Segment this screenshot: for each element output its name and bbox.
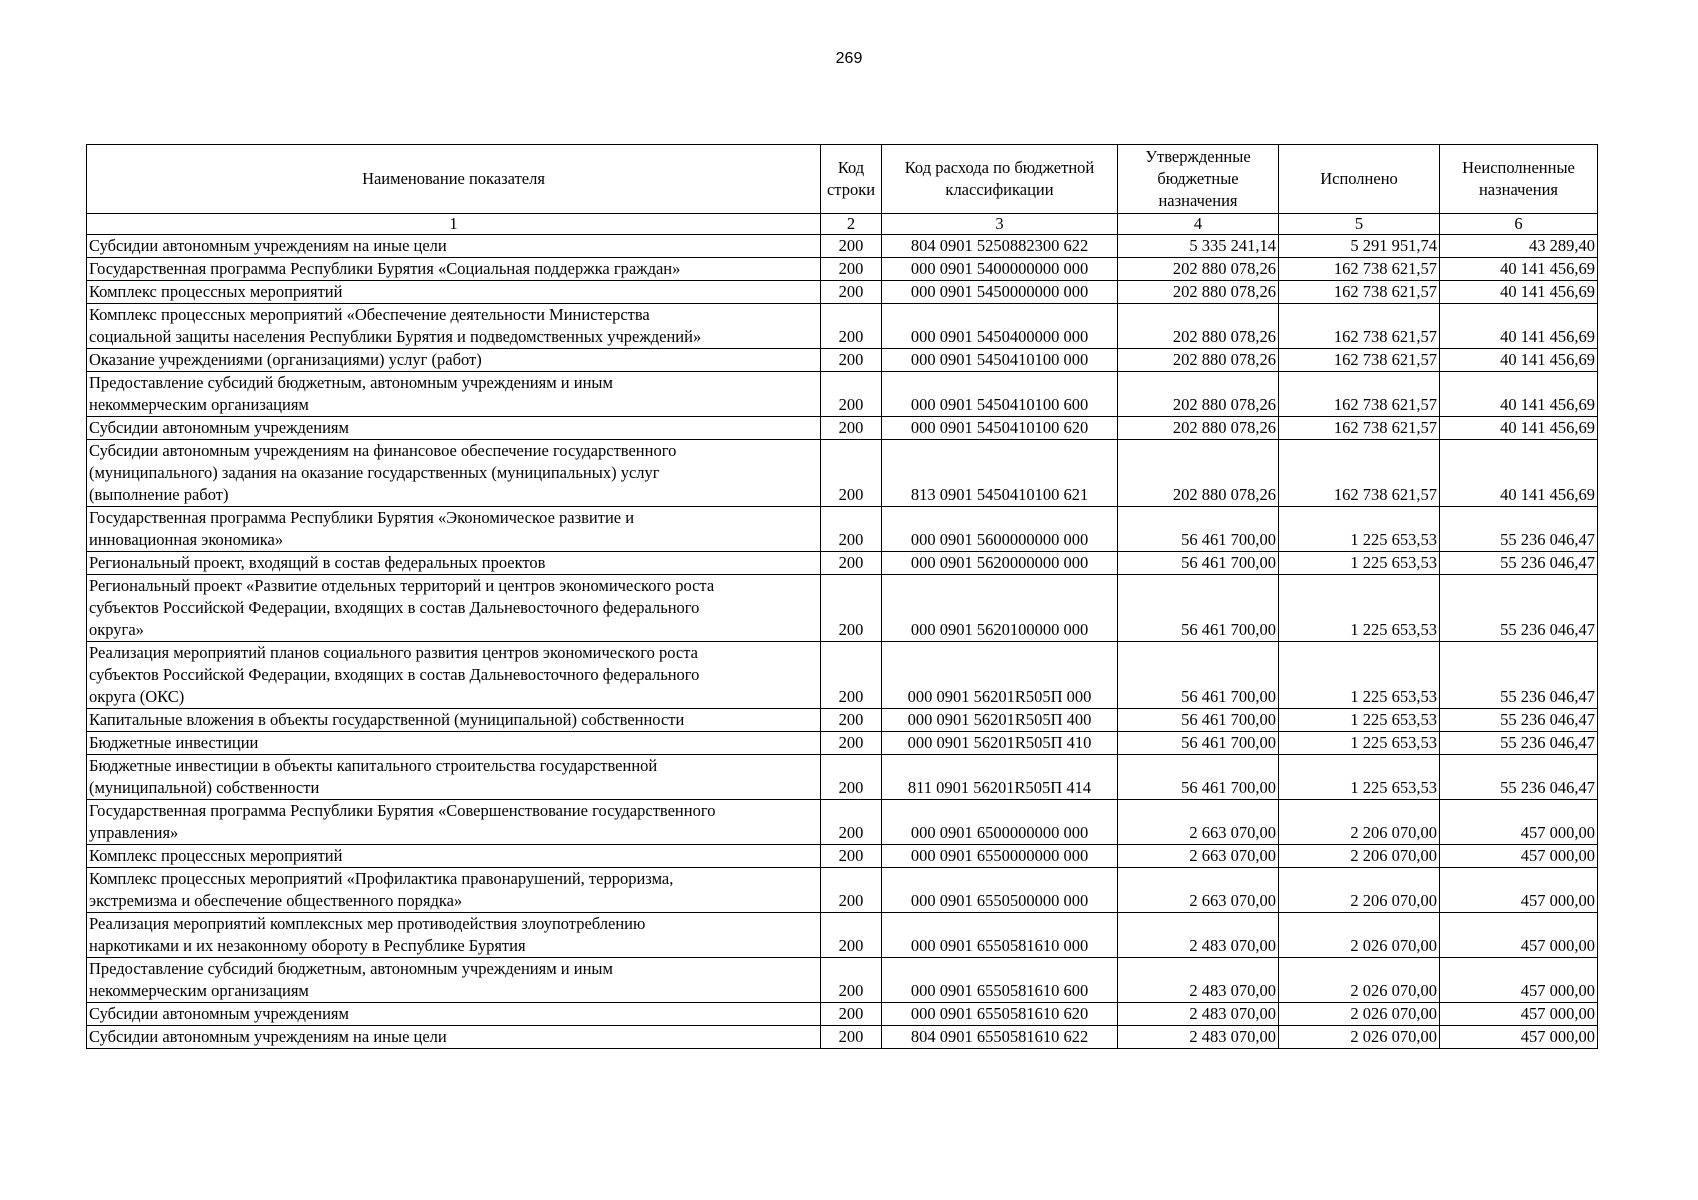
approved-amount-cell: 2 483 070,00 — [1118, 958, 1279, 1003]
indicator-name-line: Государственная программа Республики Бурятия «Экономическое развитие и — [89, 508, 635, 527]
line-code-cell: 200 — [821, 575, 882, 642]
line-code-cell: 200 — [821, 1003, 882, 1026]
indicator-name-cell — [87, 642, 821, 709]
header-line-code: Код строки — [821, 145, 882, 214]
table-row — [87, 235, 1598, 258]
indicator-name-line: Капитальные вложения в объекты государственной (муниципальной) собственности — [89, 710, 685, 729]
unexecuted-amount-cell: 40 141 456,69 — [1440, 258, 1598, 281]
indicator-name-cell — [87, 958, 821, 1003]
line-code-cell: 200 — [821, 709, 882, 732]
budget-code-cell: 000 0901 5450410100 000 — [882, 349, 1118, 372]
table-body — [87, 235, 1598, 1049]
indicator-name-line: Бюджетные инвестиции в объекты капитального строительства государственной — [89, 756, 658, 775]
table-row — [87, 258, 1598, 281]
indicator-name-line: Региональный проект, входящий в состав федеральных проектов — [89, 553, 546, 572]
indicator-name-cell — [87, 1003, 821, 1026]
table-row — [87, 1003, 1598, 1026]
indicator-name-cell — [87, 913, 821, 958]
budget-code-cell: 000 0901 56201R505П 410 — [882, 732, 1118, 755]
approved-amount-cell: 202 880 078,26 — [1118, 281, 1279, 304]
line-code-cell: 200 — [821, 868, 882, 913]
executed-amount-cell: 162 738 621,57 — [1279, 417, 1440, 440]
budget-code-cell: 000 0901 6550581610 620 — [882, 1003, 1118, 1026]
line-code-cell: 200 — [821, 755, 882, 800]
approved-amount-cell: 56 461 700,00 — [1118, 755, 1279, 800]
table-row — [87, 868, 1598, 913]
unexecuted-amount-cell: 40 141 456,69 — [1440, 281, 1598, 304]
approved-amount-cell: 202 880 078,26 — [1118, 440, 1279, 507]
unexecuted-amount-cell: 457 000,00 — [1440, 845, 1598, 868]
unexecuted-amount-cell: 457 000,00 — [1440, 913, 1598, 958]
line-code-cell: 200 — [821, 1026, 882, 1049]
indicator-name-line: Бюджетные инвестиции — [89, 733, 259, 752]
indicator-name-cell — [87, 258, 821, 281]
approved-amount-cell: 202 880 078,26 — [1118, 304, 1279, 349]
table-row — [87, 349, 1598, 372]
indicator-name-cell — [87, 755, 821, 800]
approved-amount-cell: 202 880 078,26 — [1118, 258, 1279, 281]
indicator-name-line: Комплекс процессных мероприятий — [89, 282, 343, 301]
executed-amount-cell: 2 026 070,00 — [1279, 1003, 1440, 1026]
budget-code-cell: 804 0901 5250882300 622 — [882, 235, 1118, 258]
table-row — [87, 845, 1598, 868]
indicator-name-cell — [87, 575, 821, 642]
table-row — [87, 1026, 1598, 1049]
executed-amount-cell: 1 225 653,53 — [1279, 552, 1440, 575]
table-row — [87, 958, 1598, 1003]
budget-code-cell: 000 0901 5400000000 000 — [882, 258, 1118, 281]
unexecuted-amount-cell: 55 236 046,47 — [1440, 642, 1598, 709]
table-row — [87, 755, 1598, 800]
table-row — [87, 440, 1598, 507]
budget-code-cell: 804 0901 6550581610 622 — [882, 1026, 1118, 1049]
executed-amount-cell: 162 738 621,57 — [1279, 349, 1440, 372]
indicator-name-cell — [87, 304, 821, 349]
line-code-cell: 200 — [821, 845, 882, 868]
indicator-name-line: некоммерческим организациям — [89, 395, 309, 414]
indicator-name-line: Комплекс процессных мероприятий «Профилактика правонарушений, терроризма, — [89, 869, 674, 888]
line-code-cell: 200 — [821, 958, 882, 1003]
indicator-name-line: (муниципального) задания на оказание государственных (муниципальных) услуг — [89, 463, 660, 482]
approved-amount-cell: 202 880 078,26 — [1118, 349, 1279, 372]
executed-amount-cell: 1 225 653,53 — [1279, 507, 1440, 552]
indicator-name-line: Комплекс процессных мероприятий «Обеспечение деятельности Министерства — [89, 305, 650, 324]
table-row — [87, 642, 1598, 709]
unexecuted-amount-cell: 55 236 046,47 — [1440, 755, 1598, 800]
line-code-cell: 200 — [821, 281, 882, 304]
budget-code-cell: 000 0901 5450410100 620 — [882, 417, 1118, 440]
approved-amount-cell: 2 483 070,00 — [1118, 1003, 1279, 1026]
budget-code-cell: 000 0901 6550000000 000 — [882, 845, 1118, 868]
budget-code-cell: 000 0901 5620100000 000 — [882, 575, 1118, 642]
line-code-cell: 200 — [821, 304, 882, 349]
table-row — [87, 507, 1598, 552]
unexecuted-amount-cell: 457 000,00 — [1440, 958, 1598, 1003]
executed-amount-cell: 2 026 070,00 — [1279, 913, 1440, 958]
line-code-cell: 200 — [821, 440, 882, 507]
executed-amount-cell: 162 738 621,57 — [1279, 440, 1440, 507]
approved-amount-cell: 56 461 700,00 — [1118, 709, 1279, 732]
approved-amount-cell: 56 461 700,00 — [1118, 507, 1279, 552]
approved-amount-cell: 56 461 700,00 — [1118, 732, 1279, 755]
indicator-name-cell — [87, 417, 821, 440]
indicator-name-line: (муниципальной) собственности — [89, 778, 320, 797]
budget-code-cell: 000 0901 5450000000 000 — [882, 281, 1118, 304]
line-code-cell: 200 — [821, 372, 882, 417]
indicator-name-line: Субсидии автономным учреждениям — [89, 1004, 349, 1023]
column-number: 3 — [882, 214, 1118, 235]
column-number: 6 — [1440, 214, 1598, 235]
indicator-name-line: экстремизма и обеспечение общественного порядка» — [89, 891, 463, 910]
budget-code-cell: 000 0901 56201R505П 400 — [882, 709, 1118, 732]
indicator-name-line: наркотиками и их незаконному обороту в Республике Бурятия — [89, 936, 526, 955]
line-code-cell: 200 — [821, 552, 882, 575]
approved-amount-cell: 202 880 078,26 — [1118, 417, 1279, 440]
table-row — [87, 552, 1598, 575]
approved-amount-cell: 2 663 070,00 — [1118, 800, 1279, 845]
approved-amount-cell: 56 461 700,00 — [1118, 575, 1279, 642]
indicator-name-line: некоммерческим организациям — [89, 981, 309, 1000]
executed-amount-cell: 162 738 621,57 — [1279, 372, 1440, 417]
indicator-name-line: Предоставление субсидий бюджетным, автономным учреждениям и иным — [89, 373, 613, 392]
table-row — [87, 800, 1598, 845]
table-row — [87, 281, 1598, 304]
indicator-name-cell — [87, 845, 821, 868]
approved-amount-cell: 2 663 070,00 — [1118, 845, 1279, 868]
column-number-row — [87, 214, 1598, 235]
column-number: 1 — [87, 214, 821, 235]
executed-amount-cell: 1 225 653,53 — [1279, 709, 1440, 732]
line-code-cell: 200 — [821, 417, 882, 440]
budget-code-cell: 000 0901 6550500000 000 — [882, 868, 1118, 913]
unexecuted-amount-cell: 55 236 046,47 — [1440, 732, 1598, 755]
budget-code-cell: 000 0901 6550581610 000 — [882, 913, 1118, 958]
indicator-name-cell — [87, 552, 821, 575]
budget-code-cell: 000 0901 56201R505П 000 — [882, 642, 1118, 709]
unexecuted-amount-cell: 457 000,00 — [1440, 868, 1598, 913]
approved-amount-cell: 202 880 078,26 — [1118, 372, 1279, 417]
indicator-name-line: Государственная программа Республики Бурятия «Совершенствование государственного — [89, 801, 716, 820]
approved-amount-cell: 2 663 070,00 — [1118, 868, 1279, 913]
indicator-name-line: Реализация мероприятий комплексных мер противодействия злоупотреблению — [89, 914, 646, 933]
indicator-name-line: Государственная программа Республики Бурятия «Социальная поддержка граждан» — [89, 259, 681, 278]
approved-amount-cell: 2 483 070,00 — [1118, 913, 1279, 958]
executed-amount-cell: 2 026 070,00 — [1279, 958, 1440, 1003]
indicator-name-line: инновационная экономика» — [89, 530, 284, 549]
line-code-cell: 200 — [821, 642, 882, 709]
line-code-cell: 200 — [821, 732, 882, 755]
indicator-name-line: (выполнение работ) — [89, 485, 229, 504]
approved-amount-cell: 56 461 700,00 — [1118, 642, 1279, 709]
indicator-name-cell — [87, 281, 821, 304]
indicator-name-line: Реализация мероприятий планов социального развития центров экономического роста — [89, 643, 698, 662]
unexecuted-amount-cell: 55 236 046,47 — [1440, 575, 1598, 642]
indicator-name-line: Оказание учреждениями (организациями) услуг (работ) — [89, 350, 482, 369]
unexecuted-amount-cell: 457 000,00 — [1440, 800, 1598, 845]
table-row — [87, 575, 1598, 642]
executed-amount-cell: 2 206 070,00 — [1279, 800, 1440, 845]
indicator-name-cell — [87, 1026, 821, 1049]
executed-amount-cell: 2 206 070,00 — [1279, 868, 1440, 913]
header-approved: Утвержденные бюджетные назначения — [1118, 145, 1279, 214]
indicator-name-line: округа» — [89, 620, 144, 639]
indicator-name-line: субъектов Российской Федерации, входящих в состав Дальневосточного федерального — [89, 665, 700, 684]
unexecuted-amount-cell: 40 141 456,69 — [1440, 349, 1598, 372]
executed-amount-cell: 2 206 070,00 — [1279, 845, 1440, 868]
line-code-cell: 200 — [821, 507, 882, 552]
unexecuted-amount-cell: 457 000,00 — [1440, 1026, 1598, 1049]
table-header-row — [87, 145, 1598, 214]
line-code-cell: 200 — [821, 913, 882, 958]
budget-code-cell: 000 0901 5450410100 600 — [882, 372, 1118, 417]
budget-code-cell: 813 0901 5450410100 621 — [882, 440, 1118, 507]
page-number: 269 — [835, 50, 863, 67]
table-row — [87, 732, 1598, 755]
column-number: 2 — [821, 214, 882, 235]
unexecuted-amount-cell: 43 289,40 — [1440, 235, 1598, 258]
unexecuted-amount-cell: 40 141 456,69 — [1440, 440, 1598, 507]
indicator-name-cell — [87, 732, 821, 755]
executed-amount-cell: 162 738 621,57 — [1279, 304, 1440, 349]
indicator-name-line: округа (ОКС) — [89, 687, 185, 706]
indicator-name-cell — [87, 235, 821, 258]
indicator-name-line: Субсидии автономным учреждениям на иные цели — [89, 1027, 447, 1046]
table-row — [87, 372, 1598, 417]
indicator-name-cell — [87, 440, 821, 507]
line-code-cell: 200 — [821, 800, 882, 845]
executed-amount-cell: 1 225 653,53 — [1279, 575, 1440, 642]
indicator-name-line: Региональный проект «Развитие отдельных территорий и центров экономического роста — [89, 576, 715, 595]
table-row — [87, 417, 1598, 440]
budget-code-cell: 811 0901 56201R505П 414 — [882, 755, 1118, 800]
unexecuted-amount-cell: 55 236 046,47 — [1440, 507, 1598, 552]
budget-code-cell: 000 0901 5450400000 000 — [882, 304, 1118, 349]
budget-code-cell: 000 0901 6550581610 600 — [882, 958, 1118, 1003]
unexecuted-amount-cell: 40 141 456,69 — [1440, 304, 1598, 349]
budget-table — [86, 144, 1598, 1049]
budget-code-cell: 000 0901 5600000000 000 — [882, 507, 1118, 552]
header-indicator-name: Наименование показателя — [87, 145, 821, 214]
approved-amount-cell: 5 335 241,14 — [1118, 235, 1279, 258]
header-executed: Исполнено — [1279, 145, 1440, 214]
indicator-name-line: Субсидии автономным учреждениям — [89, 418, 349, 437]
indicator-name-line: социальной защиты населения Республики Бурятия и подведомственных учреждений» — [89, 327, 702, 346]
table-row — [87, 304, 1598, 349]
indicator-name-line: управления» — [89, 823, 179, 842]
header-unexecuted: Неисполненные назначения — [1440, 145, 1598, 214]
column-number: 5 — [1279, 214, 1440, 235]
unexecuted-amount-cell: 40 141 456,69 — [1440, 417, 1598, 440]
unexecuted-amount-cell: 40 141 456,69 — [1440, 372, 1598, 417]
line-code-cell: 200 — [821, 235, 882, 258]
table-row — [87, 913, 1598, 958]
executed-amount-cell: 162 738 621,57 — [1279, 258, 1440, 281]
budget-code-cell: 000 0901 5620000000 000 — [882, 552, 1118, 575]
header-budget-code: Код расхода по бюджетной классификации — [882, 145, 1118, 214]
unexecuted-amount-cell: 55 236 046,47 — [1440, 552, 1598, 575]
executed-amount-cell: 1 225 653,53 — [1279, 732, 1440, 755]
column-number: 4 — [1118, 214, 1279, 235]
indicator-name-cell — [87, 507, 821, 552]
indicator-name-cell — [87, 709, 821, 732]
unexecuted-amount-cell: 55 236 046,47 — [1440, 709, 1598, 732]
indicator-name-cell — [87, 868, 821, 913]
approved-amount-cell: 2 483 070,00 — [1118, 1026, 1279, 1049]
executed-amount-cell: 162 738 621,57 — [1279, 281, 1440, 304]
unexecuted-amount-cell: 457 000,00 — [1440, 1003, 1598, 1026]
indicator-name-cell — [87, 800, 821, 845]
indicator-name-line: Субсидии автономным учреждениям на финансовое обеспечение государственного — [89, 441, 677, 460]
line-code-cell: 200 — [821, 258, 882, 281]
indicator-name-cell — [87, 372, 821, 417]
line-code-cell: 200 — [821, 349, 882, 372]
indicator-name-line: Комплекс процессных мероприятий — [89, 846, 343, 865]
indicator-name-cell — [87, 349, 821, 372]
executed-amount-cell: 1 225 653,53 — [1279, 755, 1440, 800]
executed-amount-cell: 5 291 951,74 — [1279, 235, 1440, 258]
indicator-name-line: Предоставление субсидий бюджетным, автономным учреждениям и иным — [89, 959, 613, 978]
indicator-name-line: субъектов Российской Федерации, входящих в состав Дальневосточного федерального — [89, 598, 700, 617]
approved-amount-cell: 56 461 700,00 — [1118, 552, 1279, 575]
indicator-name-line: Субсидии автономным учреждениям на иные цели — [89, 236, 447, 255]
budget-code-cell: 000 0901 6500000000 000 — [882, 800, 1118, 845]
executed-amount-cell: 1 225 653,53 — [1279, 642, 1440, 709]
executed-amount-cell: 2 026 070,00 — [1279, 1026, 1440, 1049]
table-row — [87, 709, 1598, 732]
